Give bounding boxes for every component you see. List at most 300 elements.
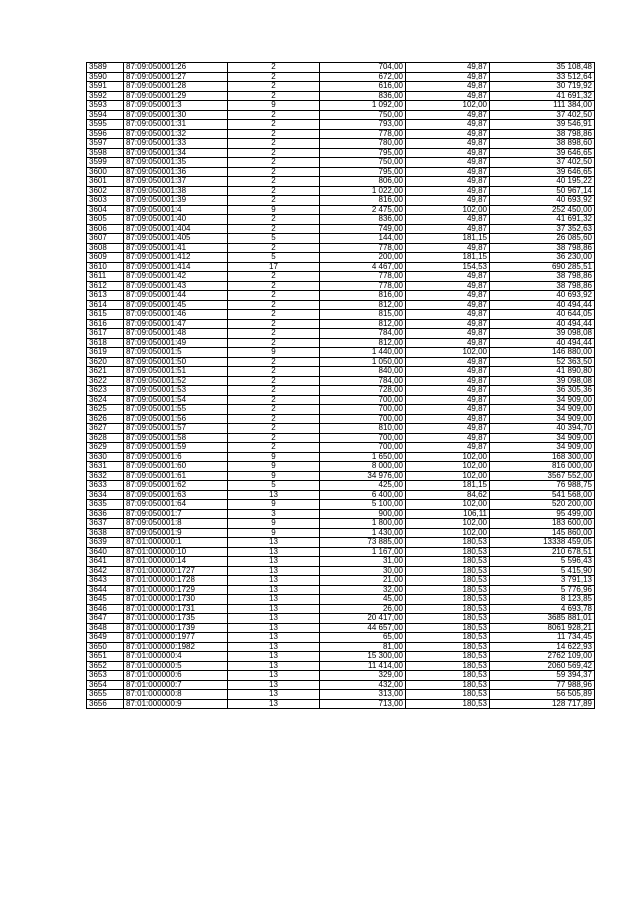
area-value-cell: 30,00 <box>320 566 406 576</box>
category-code-cell: 5 <box>228 481 320 491</box>
category-code-cell: 2 <box>228 414 320 424</box>
cadastral-value-cell: 5 596,43 <box>490 557 595 567</box>
row-number-cell: 3602 <box>87 186 124 196</box>
row-number-cell: 3653 <box>87 671 124 681</box>
cadastral-number-cell: 87:09:050001:57 <box>124 424 228 434</box>
area-value-cell: 44 657,00 <box>320 623 406 633</box>
category-code-cell: 2 <box>228 443 320 453</box>
category-code-cell: 9 <box>228 500 320 510</box>
row-number-cell: 3649 <box>87 633 124 643</box>
cadastral-value-cell: 39 546,91 <box>490 120 595 130</box>
cadastral-value-cell: 37 402,50 <box>490 110 595 120</box>
area-value-cell: 313,00 <box>320 690 406 700</box>
row-number-cell: 3610 <box>87 262 124 272</box>
table-row <box>87 604 595 614</box>
category-code-cell: 13 <box>228 680 320 690</box>
table-row <box>87 424 595 434</box>
category-code-cell: 13 <box>228 604 320 614</box>
area-value-cell: 704,00 <box>320 63 406 73</box>
rate-value-cell: 49,87 <box>406 177 490 187</box>
cadastral-number-cell: 87:09:050001:48 <box>124 329 228 339</box>
category-code-cell: 13 <box>228 661 320 671</box>
row-number-cell: 3595 <box>87 120 124 130</box>
cadastral-number-cell: 87:09:050001:8 <box>124 519 228 529</box>
rate-value-cell: 49,87 <box>406 72 490 82</box>
cadastral-value-cell: 168 300,00 <box>490 452 595 462</box>
area-value-cell: 793,00 <box>320 120 406 130</box>
table-row <box>87 690 595 700</box>
cadastral-number-cell: 87:09:050001:56 <box>124 414 228 424</box>
row-number-cell: 3626 <box>87 414 124 424</box>
cadastral-number-cell: 87:01:000000:1727 <box>124 566 228 576</box>
category-code-cell: 2 <box>228 91 320 101</box>
table-row <box>87 243 595 253</box>
cadastral-value-cell: 38 798,86 <box>490 281 595 291</box>
cadastral-number-cell: 87:09:050001:55 <box>124 405 228 415</box>
rate-value-cell: 180,53 <box>406 576 490 586</box>
rate-value-cell: 49,87 <box>406 291 490 301</box>
rate-value-cell: 49,87 <box>406 405 490 415</box>
cadastral-number-cell: 87:09:050001:49 <box>124 338 228 348</box>
cadastral-number-cell: 87:09:050001:5 <box>124 348 228 358</box>
row-number-cell: 3629 <box>87 443 124 453</box>
category-code-cell: 2 <box>228 319 320 329</box>
table-row <box>87 699 595 709</box>
cadastral-value-cell: 52 363,50 <box>490 357 595 367</box>
row-number-cell: 3603 <box>87 196 124 206</box>
category-code-cell: 2 <box>228 433 320 443</box>
row-number-cell: 3617 <box>87 329 124 339</box>
cadastral-value-cell: 40 644,05 <box>490 310 595 320</box>
table-row <box>87 72 595 82</box>
row-number-cell: 3638 <box>87 528 124 538</box>
table-row <box>87 547 595 557</box>
rate-value-cell: 49,87 <box>406 433 490 443</box>
category-code-cell: 2 <box>228 376 320 386</box>
area-value-cell: 15 300,00 <box>320 652 406 662</box>
area-value-cell: 81,00 <box>320 642 406 652</box>
row-number-cell: 3650 <box>87 642 124 652</box>
rate-value-cell: 49,87 <box>406 82 490 92</box>
row-number-cell: 3656 <box>87 699 124 709</box>
cadastral-number-cell: 87:01:000000:7 <box>124 680 228 690</box>
cadastral-number-cell: 87:09:050001:27 <box>124 72 228 82</box>
table-row <box>87 148 595 158</box>
category-code-cell: 2 <box>228 82 320 92</box>
row-number-cell: 3618 <box>87 338 124 348</box>
area-value-cell: 810,00 <box>320 424 406 434</box>
cadastral-value-cell: 5 776,96 <box>490 585 595 595</box>
category-code-cell: 13 <box>228 595 320 605</box>
category-code-cell: 2 <box>228 329 320 339</box>
rate-value-cell: 102,00 <box>406 205 490 215</box>
area-value-cell: 8 000,00 <box>320 462 406 472</box>
cadastral-number-cell: 87:09:050001:414 <box>124 262 228 272</box>
row-number-cell: 3652 <box>87 661 124 671</box>
cadastral-value-cell: 541 568,00 <box>490 490 595 500</box>
area-value-cell: 65,00 <box>320 633 406 643</box>
rate-value-cell: 49,87 <box>406 357 490 367</box>
rate-value-cell: 49,87 <box>406 224 490 234</box>
rate-value-cell: 180,53 <box>406 604 490 614</box>
category-code-cell: 13 <box>228 538 320 548</box>
table-row <box>87 158 595 168</box>
rate-value-cell: 102,00 <box>406 348 490 358</box>
rate-value-cell: 180,53 <box>406 614 490 624</box>
area-value-cell: 1 440,00 <box>320 348 406 358</box>
row-number-cell: 3630 <box>87 452 124 462</box>
area-value-cell: 1 430,00 <box>320 528 406 538</box>
area-value-cell: 26,00 <box>320 604 406 614</box>
cadastral-number-cell: 87:09:050001:50 <box>124 357 228 367</box>
category-code-cell: 9 <box>228 205 320 215</box>
cadastral-value-cell: 95 499,00 <box>490 509 595 519</box>
table-row <box>87 338 595 348</box>
row-number-cell: 3614 <box>87 300 124 310</box>
category-code-cell: 17 <box>228 262 320 272</box>
table-row <box>87 300 595 310</box>
cadastral-value-cell: 2762 109,00 <box>490 652 595 662</box>
table-row <box>87 414 595 424</box>
cadastral-number-cell: 87:09:050001:412 <box>124 253 228 263</box>
table-row <box>87 661 595 671</box>
cadastral-number-cell: 87:09:050001:64 <box>124 500 228 510</box>
area-value-cell: 750,00 <box>320 110 406 120</box>
table-row <box>87 167 595 177</box>
row-number-cell: 3609 <box>87 253 124 263</box>
category-code-cell: 9 <box>228 348 320 358</box>
cadastral-number-cell: 87:09:050001:26 <box>124 63 228 73</box>
cadastral-value-cell: 40 693,92 <box>490 196 595 206</box>
area-value-cell: 32,00 <box>320 585 406 595</box>
rate-value-cell: 49,87 <box>406 129 490 139</box>
rate-value-cell: 49,87 <box>406 310 490 320</box>
cadastral-value-cell: 145 860,00 <box>490 528 595 538</box>
category-code-cell: 2 <box>228 120 320 130</box>
row-number-cell: 3646 <box>87 604 124 614</box>
area-value-cell: 616,00 <box>320 82 406 92</box>
cadastral-value-cell: 77 988,96 <box>490 680 595 690</box>
row-number-cell: 3632 <box>87 471 124 481</box>
table-row <box>87 481 595 491</box>
row-number-cell: 3635 <box>87 500 124 510</box>
rate-value-cell: 49,87 <box>406 243 490 253</box>
category-code-cell: 13 <box>228 614 320 624</box>
cadastral-number-cell: 87:09:050001:44 <box>124 291 228 301</box>
rate-value-cell: 180,53 <box>406 557 490 567</box>
rate-value-cell: 180,53 <box>406 661 490 671</box>
cadastral-value-cell: 40 693,92 <box>490 291 595 301</box>
cadastral-value-cell: 40 195,22 <box>490 177 595 187</box>
table-row <box>87 386 595 396</box>
table-row <box>87 234 595 244</box>
row-number-cell: 3599 <box>87 158 124 168</box>
cadastral-value-cell: 30 719,92 <box>490 82 595 92</box>
cadastral-value-cell: 34 909,00 <box>490 414 595 424</box>
row-number-cell: 3639 <box>87 538 124 548</box>
area-value-cell: 1 650,00 <box>320 452 406 462</box>
cadastral-value-cell: 39 646,65 <box>490 167 595 177</box>
rate-value-cell: 180,53 <box>406 538 490 548</box>
row-number-cell: 3642 <box>87 566 124 576</box>
rate-value-cell: 49,87 <box>406 148 490 158</box>
rate-value-cell: 49,87 <box>406 395 490 405</box>
row-number-cell: 3634 <box>87 490 124 500</box>
row-number-cell: 3590 <box>87 72 124 82</box>
area-value-cell: 816,00 <box>320 196 406 206</box>
area-value-cell: 812,00 <box>320 300 406 310</box>
table-row <box>87 433 595 443</box>
cadastral-number-cell: 87:09:050001:404 <box>124 224 228 234</box>
category-code-cell: 5 <box>228 234 320 244</box>
rate-value-cell: 181,15 <box>406 234 490 244</box>
rate-value-cell: 180,53 <box>406 623 490 633</box>
table-row <box>87 462 595 472</box>
cadastral-number-cell: 87:01:000000:6 <box>124 671 228 681</box>
cadastral-number-cell: 87:09:050001:6 <box>124 452 228 462</box>
rate-value-cell: 49,87 <box>406 414 490 424</box>
area-value-cell: 728,00 <box>320 386 406 396</box>
cadastral-value-cell: 34 909,00 <box>490 443 595 453</box>
category-code-cell: 2 <box>228 158 320 168</box>
rate-value-cell: 181,15 <box>406 481 490 491</box>
cadastral-value-cell: 690 285,51 <box>490 262 595 272</box>
table-row <box>87 566 595 576</box>
cadastral-value-cell: 40 494,44 <box>490 319 595 329</box>
cadastral-value-cell: 59 394,37 <box>490 671 595 681</box>
rate-value-cell: 180,53 <box>406 680 490 690</box>
cadastral-number-cell: 87:01:000000:1729 <box>124 585 228 595</box>
cadastral-value-cell: 76 988,75 <box>490 481 595 491</box>
rate-value-cell: 102,00 <box>406 101 490 111</box>
cadastral-number-cell: 87:09:050001:58 <box>124 433 228 443</box>
row-number-cell: 3616 <box>87 319 124 329</box>
row-number-cell: 3651 <box>87 652 124 662</box>
row-number-cell: 3611 <box>87 272 124 282</box>
area-value-cell: 700,00 <box>320 395 406 405</box>
cadastral-number-cell: 87:09:050001:3 <box>124 101 228 111</box>
cadastral-number-cell: 87:09:050001:35 <box>124 158 228 168</box>
cadastral-value-cell: 38 798,86 <box>490 243 595 253</box>
category-code-cell: 9 <box>228 471 320 481</box>
row-number-cell: 3589 <box>87 63 124 73</box>
table-row <box>87 186 595 196</box>
cadastral-number-cell: 87:09:050001:63 <box>124 490 228 500</box>
area-value-cell: 795,00 <box>320 148 406 158</box>
category-code-cell: 2 <box>228 338 320 348</box>
row-number-cell: 3601 <box>87 177 124 187</box>
rate-value-cell: 180,53 <box>406 633 490 643</box>
table-row <box>87 585 595 595</box>
row-number-cell: 3623 <box>87 386 124 396</box>
table-row <box>87 680 595 690</box>
table-row <box>87 357 595 367</box>
table-row <box>87 538 595 548</box>
category-code-cell: 13 <box>228 585 320 595</box>
cadastral-value-cell: 34 909,00 <box>490 395 595 405</box>
rate-value-cell: 180,53 <box>406 547 490 557</box>
cadastral-number-cell: 87:09:050001:52 <box>124 376 228 386</box>
row-number-cell: 3631 <box>87 462 124 472</box>
cadastral-value-cell: 40 394,70 <box>490 424 595 434</box>
category-code-cell: 2 <box>228 310 320 320</box>
rate-value-cell: 106,11 <box>406 509 490 519</box>
category-code-cell: 2 <box>228 395 320 405</box>
cadastral-value-cell: 111 384,00 <box>490 101 595 111</box>
table-body <box>87 63 595 709</box>
rate-value-cell: 49,87 <box>406 367 490 377</box>
cadastral-value-cell: 252 450,00 <box>490 205 595 215</box>
rate-value-cell: 180,53 <box>406 566 490 576</box>
table-row <box>87 614 595 624</box>
row-number-cell: 3606 <box>87 224 124 234</box>
table-row <box>87 595 595 605</box>
row-number-cell: 3615 <box>87 310 124 320</box>
area-value-cell: 6 400,00 <box>320 490 406 500</box>
area-value-cell: 778,00 <box>320 272 406 282</box>
area-value-cell: 21,00 <box>320 576 406 586</box>
row-number-cell: 3624 <box>87 395 124 405</box>
rate-value-cell: 49,87 <box>406 167 490 177</box>
area-value-cell: 700,00 <box>320 433 406 443</box>
table-row <box>87 281 595 291</box>
table-row <box>87 519 595 529</box>
cadastral-value-cell: 37 402,50 <box>490 158 595 168</box>
table-row <box>87 623 595 633</box>
area-value-cell: 144,00 <box>320 234 406 244</box>
area-value-cell: 700,00 <box>320 443 406 453</box>
table-row <box>87 367 595 377</box>
table-row <box>87 215 595 225</box>
category-code-cell: 2 <box>228 63 320 73</box>
cadastral-value-table <box>86 62 595 709</box>
cadastral-value-cell: 11 734,45 <box>490 633 595 643</box>
row-number-cell: 3633 <box>87 481 124 491</box>
row-number-cell: 3593 <box>87 101 124 111</box>
category-code-cell: 2 <box>228 139 320 149</box>
area-value-cell: 31,00 <box>320 557 406 567</box>
cadastral-value-cell: 146 880,00 <box>490 348 595 358</box>
table-row <box>87 82 595 92</box>
cadastral-number-cell: 87:09:050001:47 <box>124 319 228 329</box>
cadastral-number-cell: 87:01:000000:1 <box>124 538 228 548</box>
row-number-cell: 3596 <box>87 129 124 139</box>
cadastral-number-cell: 87:09:050001:61 <box>124 471 228 481</box>
cadastral-number-cell: 87:09:050001:59 <box>124 443 228 453</box>
rate-value-cell: 102,00 <box>406 528 490 538</box>
area-value-cell: 795,00 <box>320 167 406 177</box>
cadastral-number-cell: 87:09:050001:40 <box>124 215 228 225</box>
area-value-cell: 836,00 <box>320 215 406 225</box>
cadastral-number-cell: 87:01:000000:1730 <box>124 595 228 605</box>
rate-value-cell: 49,87 <box>406 386 490 396</box>
category-code-cell: 9 <box>228 528 320 538</box>
cadastral-number-cell: 87:09:050001:54 <box>124 395 228 405</box>
row-number-cell: 3648 <box>87 623 124 633</box>
cadastral-number-cell: 87:09:050001:29 <box>124 91 228 101</box>
row-number-cell: 3655 <box>87 690 124 700</box>
area-value-cell: 34 976,00 <box>320 471 406 481</box>
area-value-cell: 2 475,00 <box>320 205 406 215</box>
category-code-cell: 13 <box>228 557 320 567</box>
cadastral-number-cell: 87:01:000000:1731 <box>124 604 228 614</box>
rate-value-cell: 49,87 <box>406 120 490 130</box>
rate-value-cell: 49,87 <box>406 196 490 206</box>
table-row <box>87 129 595 139</box>
area-value-cell: 45,00 <box>320 595 406 605</box>
rate-value-cell: 180,53 <box>406 642 490 652</box>
area-value-cell: 840,00 <box>320 367 406 377</box>
table-row <box>87 490 595 500</box>
category-code-cell: 5 <box>228 253 320 263</box>
table-row <box>87 509 595 519</box>
cadastral-value-cell: 39 098,08 <box>490 329 595 339</box>
area-value-cell: 4 467,00 <box>320 262 406 272</box>
category-code-cell: 2 <box>228 291 320 301</box>
rate-value-cell: 49,87 <box>406 300 490 310</box>
rate-value-cell: 49,87 <box>406 63 490 73</box>
row-number-cell: 3628 <box>87 433 124 443</box>
area-value-cell: 5 100,00 <box>320 500 406 510</box>
row-number-cell: 3591 <box>87 82 124 92</box>
rate-value-cell: 180,53 <box>406 671 490 681</box>
cadastral-number-cell: 87:09:050001:9 <box>124 528 228 538</box>
area-value-cell: 778,00 <box>320 243 406 253</box>
rate-value-cell: 181,15 <box>406 253 490 263</box>
category-code-cell: 2 <box>228 177 320 187</box>
area-value-cell: 778,00 <box>320 281 406 291</box>
category-code-cell: 2 <box>228 243 320 253</box>
cadastral-number-cell: 87:01:000000:8 <box>124 690 228 700</box>
area-value-cell: 1 050,00 <box>320 357 406 367</box>
rate-value-cell: 49,87 <box>406 186 490 196</box>
cadastral-value-cell: 520 200,00 <box>490 500 595 510</box>
rate-value-cell: 49,87 <box>406 110 490 120</box>
cadastral-value-cell: 35 108,48 <box>490 63 595 73</box>
cadastral-value-cell: 40 494,44 <box>490 338 595 348</box>
table-row <box>87 291 595 301</box>
category-code-cell: 13 <box>228 699 320 709</box>
category-code-cell: 2 <box>228 215 320 225</box>
category-code-cell: 2 <box>228 196 320 206</box>
table-row <box>87 348 595 358</box>
rate-value-cell: 180,53 <box>406 699 490 709</box>
category-code-cell: 13 <box>228 671 320 681</box>
category-code-cell: 9 <box>228 452 320 462</box>
cadastral-value-cell: 39 646,65 <box>490 148 595 158</box>
row-number-cell: 3641 <box>87 557 124 567</box>
cadastral-value-cell: 128 717,89 <box>490 699 595 709</box>
cadastral-value-cell: 183 600,00 <box>490 519 595 529</box>
rate-value-cell: 180,53 <box>406 690 490 700</box>
table-row <box>87 177 595 187</box>
table-row <box>87 376 595 386</box>
table-row <box>87 557 595 567</box>
cadastral-number-cell: 87:01:000000:1728 <box>124 576 228 586</box>
area-value-cell: 1 092,00 <box>320 101 406 111</box>
cadastral-number-cell: 87:09:050001:4 <box>124 205 228 215</box>
cadastral-value-cell: 34 909,00 <box>490 405 595 415</box>
category-code-cell: 2 <box>228 367 320 377</box>
row-number-cell: 3643 <box>87 576 124 586</box>
cadastral-value-cell: 3567 552,00 <box>490 471 595 481</box>
cadastral-number-cell: 87:09:050001:28 <box>124 82 228 92</box>
cadastral-value-cell: 3685 881,01 <box>490 614 595 624</box>
cadastral-value-cell: 36 305,36 <box>490 386 595 396</box>
cadastral-number-cell: 87:09:050001:37 <box>124 177 228 187</box>
area-value-cell: 425,00 <box>320 481 406 491</box>
area-value-cell: 784,00 <box>320 329 406 339</box>
